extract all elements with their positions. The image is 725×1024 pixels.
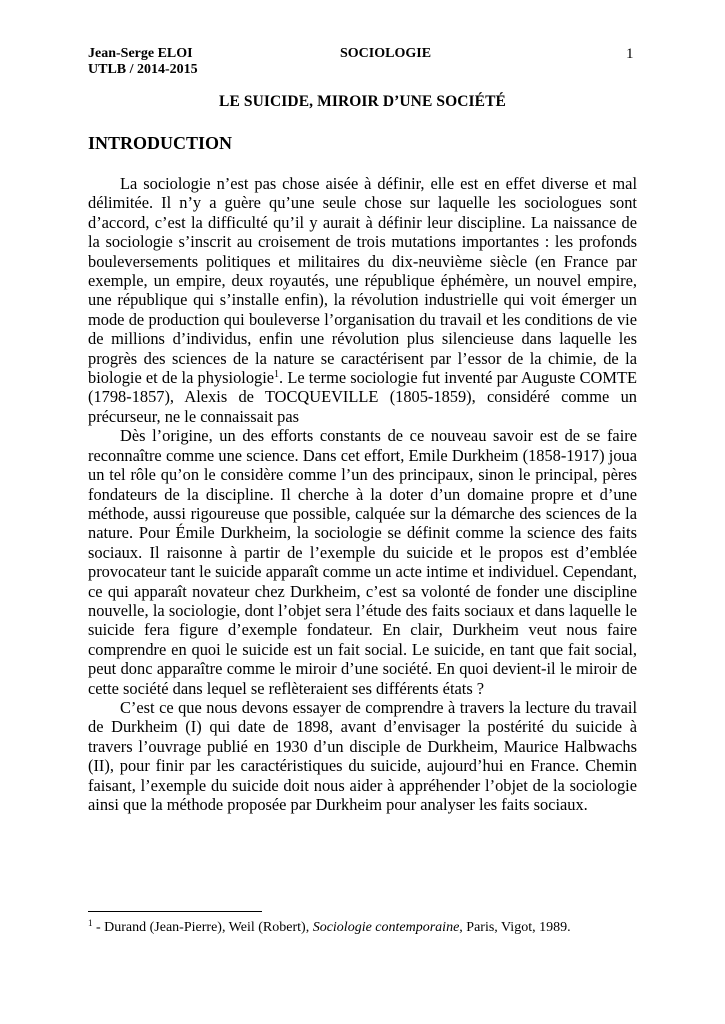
page-number: 1 <box>626 46 634 62</box>
footnote-text-after: , Paris, Vigot, 1989. <box>459 920 571 935</box>
footnote-text-before: - Durand (Jean-Pierre), Weil (Robert), <box>92 920 313 935</box>
footnote-book-title: Sociologie contemporaine <box>312 920 460 935</box>
header-author: Jean-Serge ELOI <box>88 46 193 61</box>
document-title: LE SUICIDE, MIROIR D’UNE SOCIÉTÉ <box>219 93 506 110</box>
footnote-separator <box>88 911 262 912</box>
header-institution: UTLB / 2014-2015 <box>88 62 198 77</box>
paragraph-1-part-b: . Le terme sociologie fut inventé par Auguste COMTE (1798-1857), Alexis de TOCQUEVILLE (1805-1859), considéré comme un précurseur, ne le connaissait pas <box>88 368 637 426</box>
paragraph-1-part-a: La sociologie n’est pas chose aisée à définir, elle est en effet diverse et mal délimitée. Il n’y a guère qu’une seule chose sur laquelle les sociologues sont d’accord, c’est la difficulté qu’il y aurait à définir leur discipline. La naissance de la sociologie s’inscrit au croisement de trois mutations importantes : les profonds bouleversements politiques et militaires du dix-neuvième siècle (en France par exemple, un empire, deux royautés, une république éphémère, un nouvel empire, une république qui s’installe enfin), la révolution industrielle qui voit émerger un mode de production qui bouleverse l’organisation du travail et les conditions de vie de millions d’individus, enfin une révolution plus silencieuse dans laquelle les progrès des sciences de la nature se caractérisent par l’essor de la chimie, de la biologie et de la physiologie <box>88 174 637 388</box>
section-heading: INTRODUCTION <box>88 133 233 153</box>
footnote-number: 1 <box>88 918 93 928</box>
paragraph-2: Dès l’origine, un des efforts constants de ce nouveau savoir est de se faire reconnaître comme une science. Dans cet effort, Emile Durkheim (1858-1917) joua un tel rôle qu’on le considère comme l’un des principaux, sinon le principal, pères fondateurs de la discipline. Il cherche à la doter d’un domaine propre et d’une méthode, aussi rigoureuse que possible, calquée sur la démarche des sciences de la nature. Pour Émile Durkheim, la sociologie se définit comme la science des faits sociaux. Il raisonne à partir de l’exemple du suicide et le propos est d’emblée provocateur tant le suicide apparaît comme un acte intime et individuel. Cependant, ce qui apparaît novateur chez Durkheim, c’est sa volonté de fonder une discipline nouvelle, la sociologie, dont l’objet sera l’étude des faits sociaux et dans laquelle le suicide fera figure d’exemple fondateur. En clair, Durkheim veut nous faire comprendre en quoi le suicide est un fait social. Le suicide, en tant que fait social, peut donc apparaître comme le miroir d’une société. En quoi devient-il le miroir de cette société dans lequel se reflèteraient ses différents états ? <box>88 426 637 698</box>
footnote-reference[interactable]: 1 <box>274 369 280 381</box>
footnote <box>88 919 648 936</box>
body-text <box>88 174 637 814</box>
page-header-left <box>88 46 198 78</box>
paragraph-3: C’est ce que nous devons essayer de comprendre à travers la lecture du travail de Durkheim (I) qui date de 1898, avant d’envisager la postérité du suicide à travers l’ouvrage publié en 1930 d’un disciple de Durkheim, Maurice Halbwachs (II), pour finir par les caractéristiques du suicide, aujourd’hui en France. Chemin faisant, l’exemple du suicide doit nous aider à appréhender l’objet de la sociologie ainsi que la méthode proposée par Durkheim pour analyser les faits sociaux. <box>88 697 637 814</box>
paragraph-1 <box>88 174 637 426</box>
header-subject: SOCIOLOGIE <box>340 46 432 61</box>
